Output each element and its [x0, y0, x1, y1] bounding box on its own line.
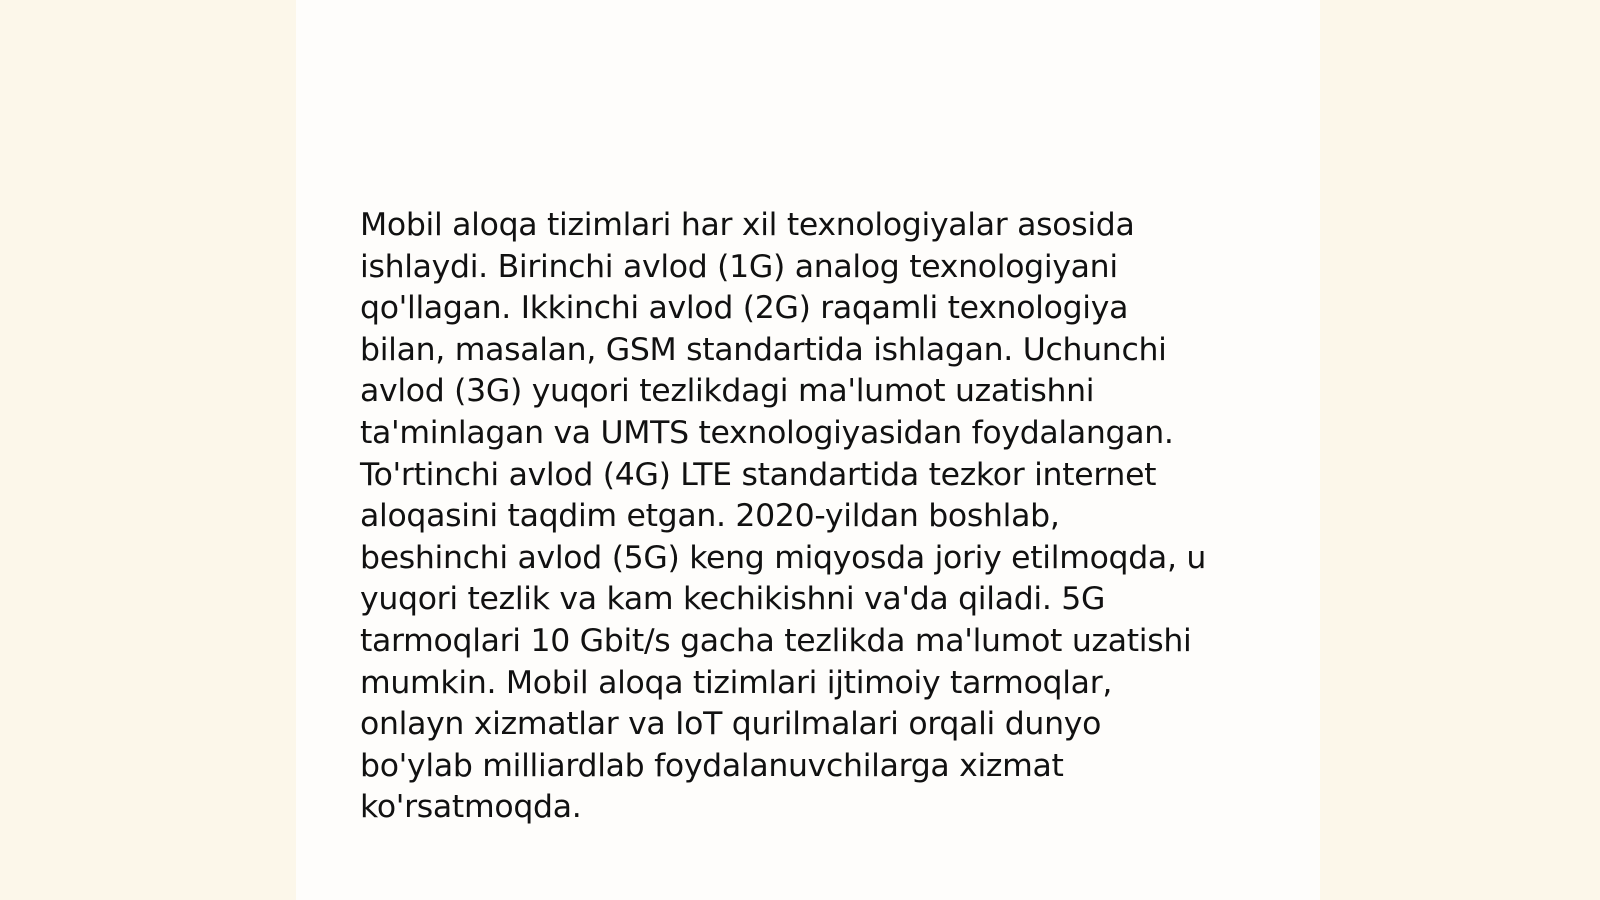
paragraph-line: bo'ylab milliardlab foydalanuvchilarga xizmat — [360, 747, 1064, 784]
paragraph-line: qo'llagan. Ikkinchi avlod (2G) raqamli texnologiya — [360, 290, 1129, 327]
paragraph-line: yuqori tezlik va kam kechikishni va'da qiladi. 5G — [360, 581, 1106, 618]
paragraph-line: ishlaydi. Birinchi avlod (1G) analog texnologiyani — [360, 248, 1118, 285]
paragraph-line: mumkin. Mobil aloqa tizimlari ijtimoiy tarmoqlar, — [360, 664, 1113, 701]
body-paragraph — [360, 205, 1260, 829]
paragraph-line: Mobil aloqa tizimlari har xil texnologiyalar asosida — [360, 207, 1135, 243]
paragraph-line: bilan, masalan, GSM standartida ishlagan. Uchunchi — [360, 331, 1167, 368]
paragraph-line: ta'minlagan va UMTS texnologiyasidan foydalangan. — [360, 414, 1174, 451]
paragraph-line: onlayn xizmatlar va IoT qurilmalari orqali dunyo — [360, 706, 1102, 743]
paragraph-line: aloqasini taqdim etgan. 2020-yildan boshlab, — [360, 498, 1060, 535]
paragraph-line: tarmoqlari 10 Gbit/s gacha tezlikda ma'lumot uzatishi — [360, 622, 1192, 659]
paragraph-line: ko'rsatmoqda. — [360, 789, 582, 826]
document-page — [296, 0, 1320, 900]
paragraph-line: To'rtinchi avlod (4G) LTE standartida tezkor internet — [360, 456, 1157, 493]
paragraph-line: beshinchi avlod (5G) keng miqyosda joriy etilmoqda, u — [360, 539, 1207, 576]
paragraph-line: avlod (3G) yuqori tezlikdagi ma'lumot uzatishni — [360, 373, 1095, 410]
